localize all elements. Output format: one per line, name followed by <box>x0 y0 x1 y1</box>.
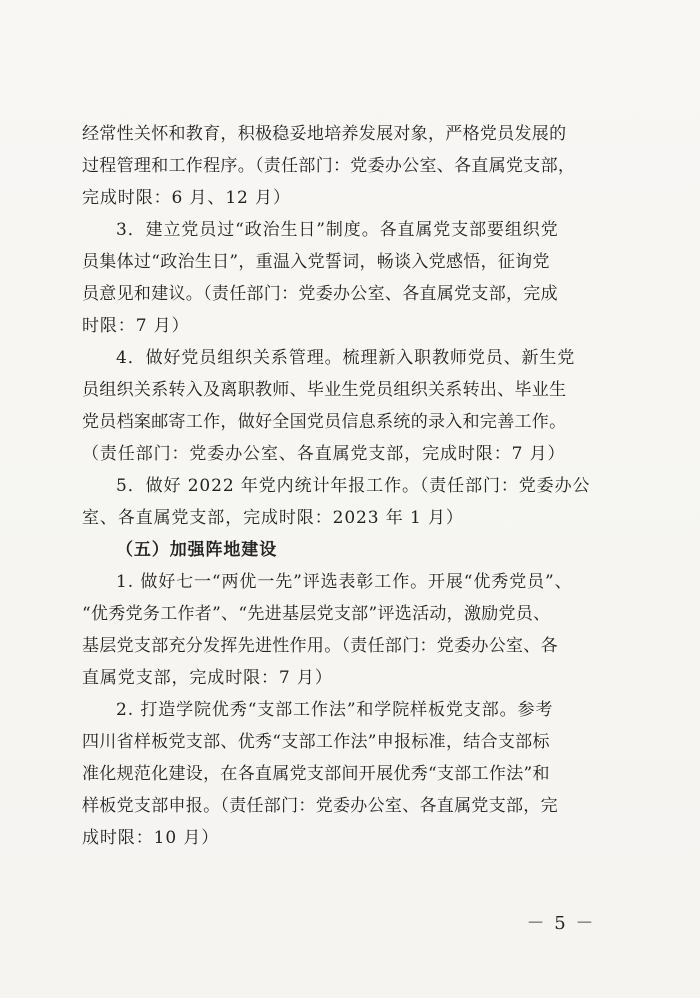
page-number: － 5 － <box>526 913 596 934</box>
text-line: 直属党支部，完成时限：7 月） <box>82 668 333 688</box>
text-line: “优秀党务工作者”、“先进基层党支部”评选活动，激励党员、 <box>82 604 551 624</box>
text-line: 员集体过“政治生日”，重温入党誓词，畅谈入党感悟，征询党 <box>82 252 550 272</box>
paragraph-first-line: 4．做好党员组织关系管理。梳理新入职教师党员、新生党 <box>116 348 576 368</box>
text-line: 经常性关怀和教育，积极稳妥地培养发展对象，严格党员发展的 <box>82 124 567 144</box>
paragraph-first-line: 1. 做好七一“两优一先”评选表彰工作。开展“优秀党员”、 <box>116 572 573 592</box>
paragraph-first-line: 3．建立党员过“政治生日”制度。各直属党支部要组织党 <box>116 220 559 240</box>
text-line: 准化规范化建设，在各直属党支部间开展优秀“支部工作法”和 <box>82 764 550 784</box>
document-body <box>82 118 622 854</box>
text-line: 员组织关系转入及离职教师、毕业生党员组织关系转出、毕业生 <box>82 380 567 400</box>
section-heading: （五）加强阵地建设 <box>116 540 278 560</box>
text-line: 样板党支部申报。（责任部门：党委办公室、各直属党支部，完 <box>82 796 558 816</box>
text-line: 时限：7 月） <box>82 316 190 336</box>
text-line: 员意见和建议。（责任部门：党委办公室、各直属党支部，完成 <box>82 284 558 304</box>
text-line: 基层党支部充分发挥先进性作用。（责任部门：党委办公室、各 <box>82 636 558 656</box>
text-line: 党员档案邮寄工作，做好全国党员信息系统的录入和完善工作。 <box>82 412 567 432</box>
text-line: 成时限：10 月） <box>82 828 220 848</box>
paragraph-first-line: 5．做好 2022 年党内统计年报工作。（责任部门：党委办公 <box>116 476 591 496</box>
text-line: 四川省样板党支部、优秀“支部工作法”申报标准，结合支部标 <box>82 732 550 752</box>
text-line: 过程管理和工作程序。（责任部门：党委办公室、各直属党支部， <box>82 156 576 176</box>
text-line: 完成时限：6 月、12 月） <box>82 188 291 208</box>
text-line: 室、各直属党支部，完成时限：2023 年 1 月） <box>82 508 464 528</box>
text-line: （责任部门：党委办公室、各直属党支部，完成时限：7 月） <box>82 444 566 464</box>
paragraph-first-line: 2. 打造学院优秀“支部工作法”和学院样板党支部。参考 <box>116 700 554 720</box>
